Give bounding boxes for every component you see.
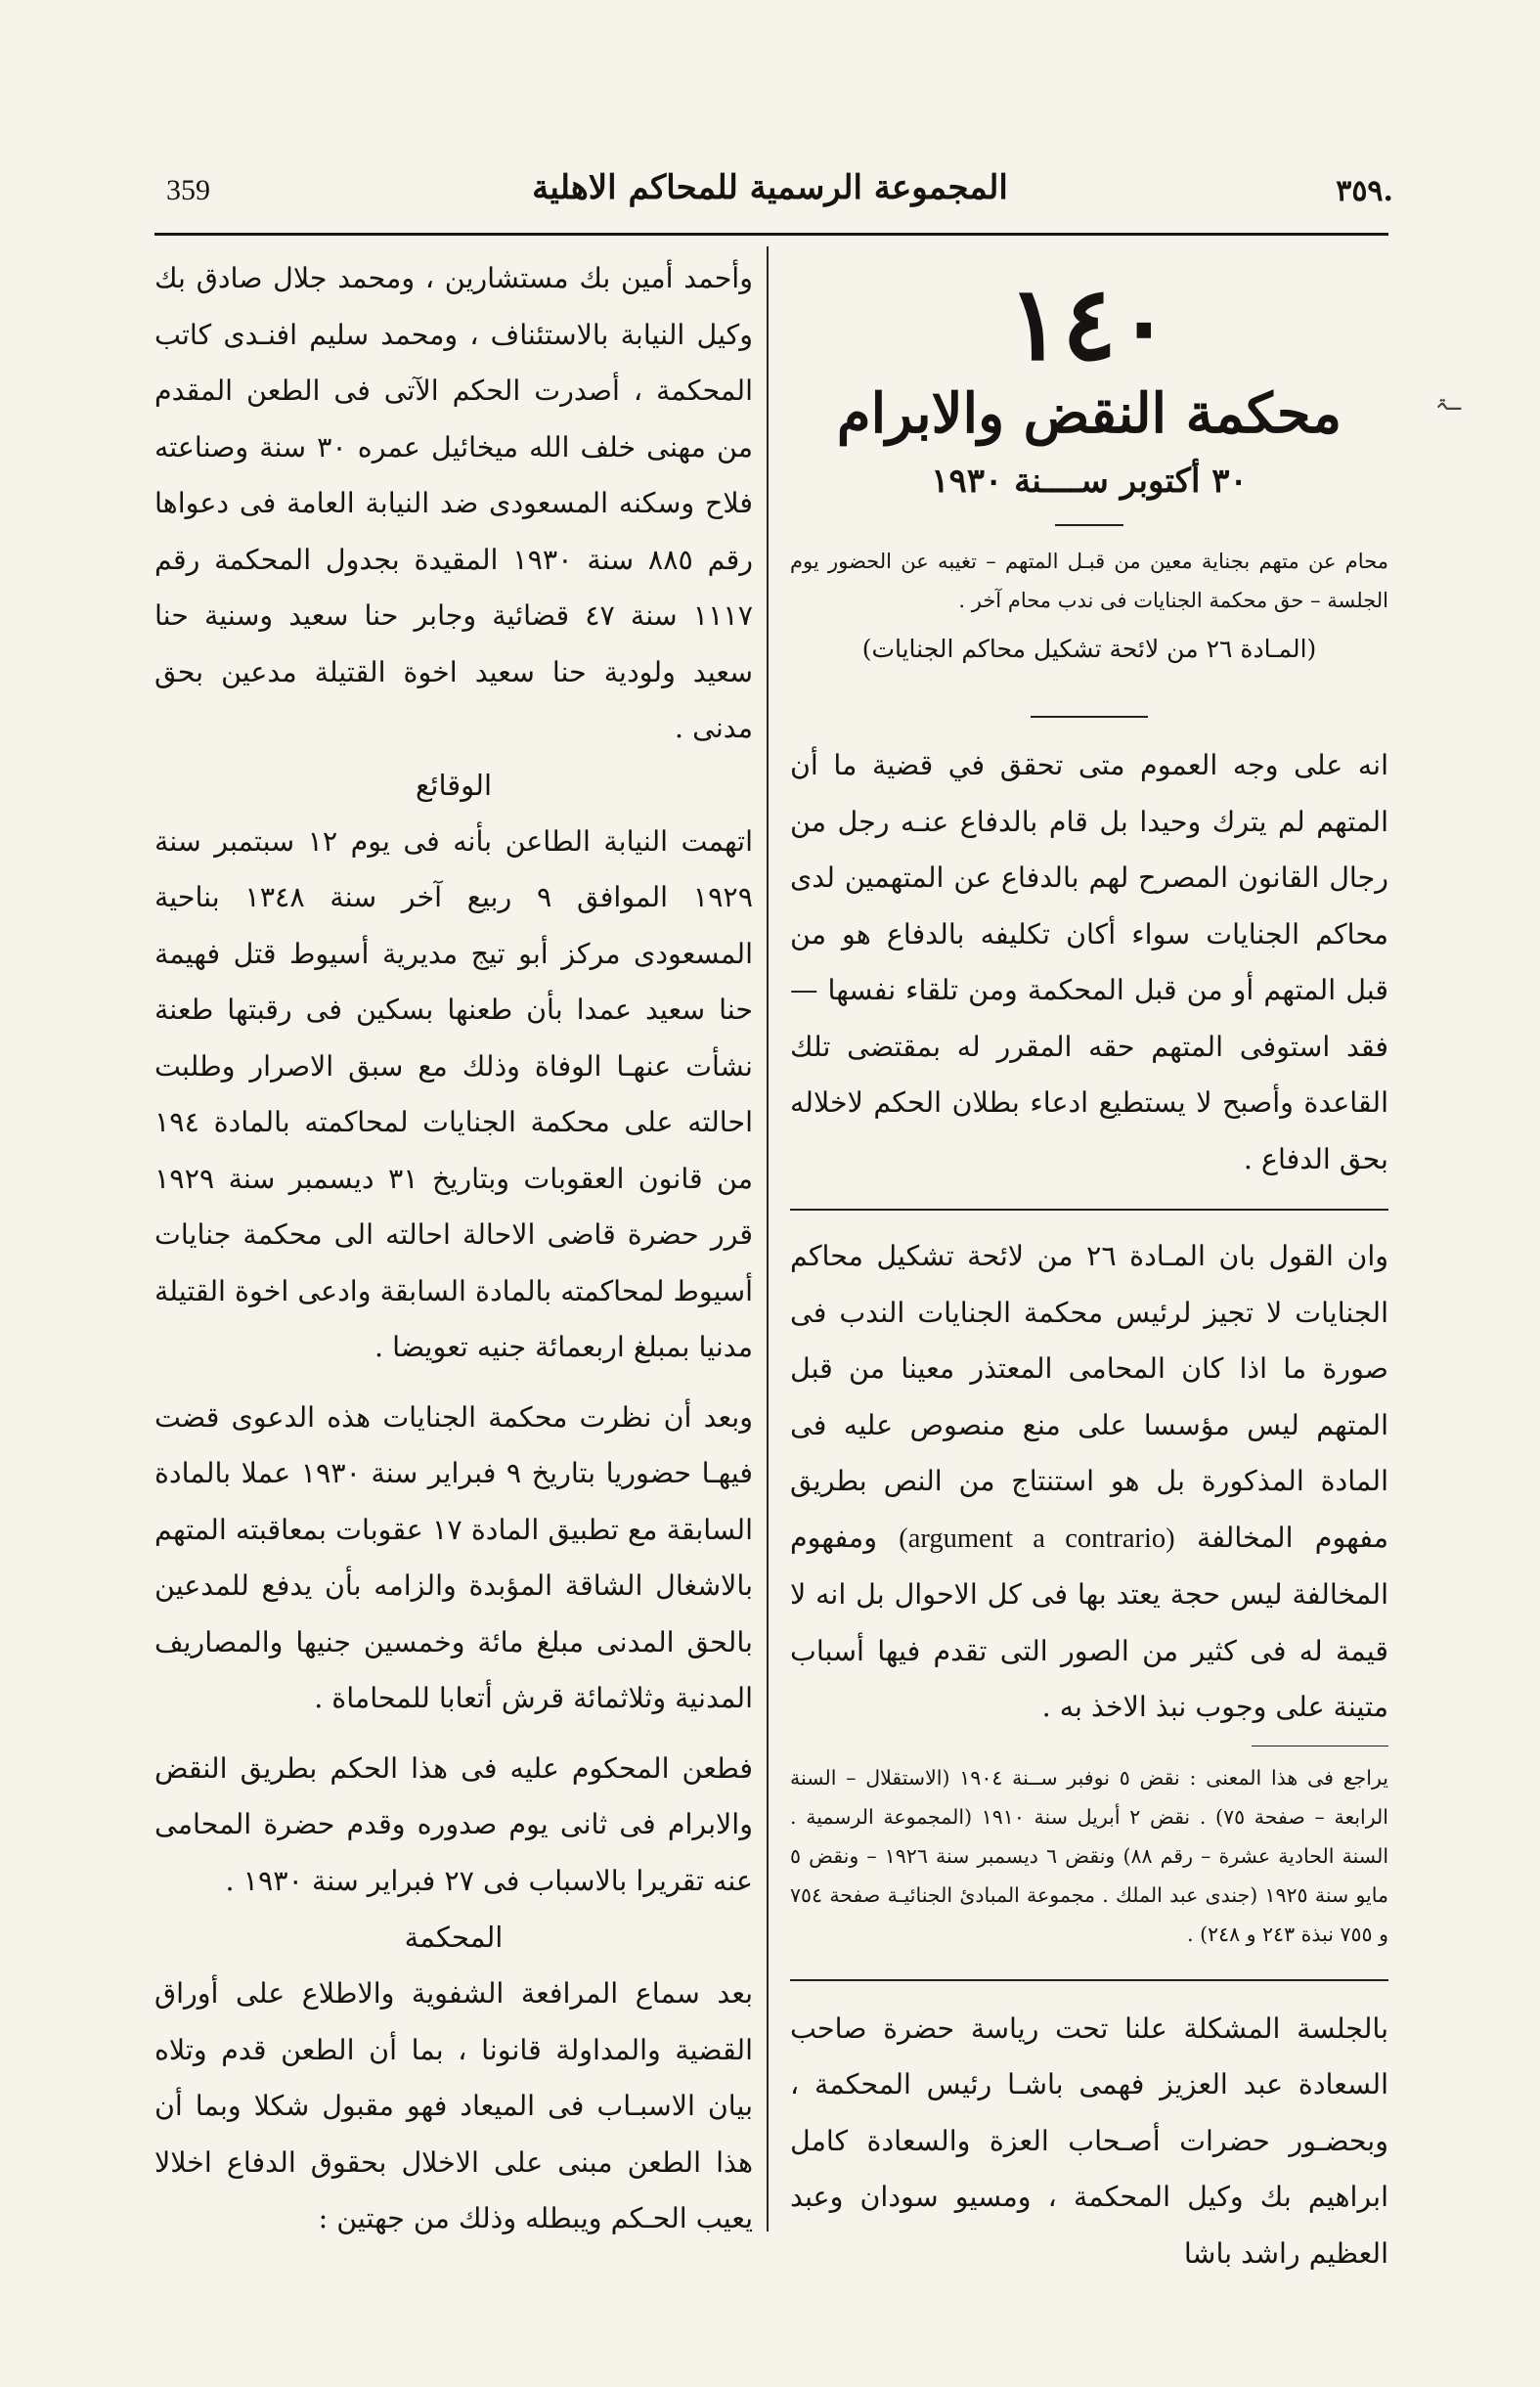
right-column <box>790 244 1388 2281</box>
case-number: ١٤٠ <box>1007 263 1171 383</box>
margin-mark: ـۃ <box>1435 391 1461 416</box>
principle-2-text: وان القول بان المـادة ٢٦ من لائحة تشكيل محاكم الجنايات لا تجيز لرئيس محكمة الجنايات الندب فى صورة ما اذا كان المحامى المعتذر معينا من قبل المتهم ليس مؤسسا على منع منصوص عليه فى المادة المذكورة بل هو استنتاج من النص بطريق مفهوم المخالفة <box>790 1240 1388 1554</box>
court-name: محكمة النقض والابرام <box>836 381 1342 446</box>
footnote-rule <box>1252 1746 1388 1747</box>
legal-principle-1: انه على وجه العموم متى تحقق في قضية ما أن المتهم لم يترك وحيدا بل قام بالدفاع عنـه رجل من رجال القانون المصرح لهم بالدفاع عن المتهمين لدى محاكم الجنايات سواء أكان تكليفه بالدفاع هو من قبل المتهم أو من قبل المحكمة ومن تلقاء نفسها — فقد استوفى المتهم حقه المقرر له بمقتضى تلك القاعدة وأصبح لا يستطيع ادعاء بطلان الحكم لاخلاله بحق الدفاع . <box>790 749 1388 1175</box>
facts-heading: الوقائع <box>415 768 493 802</box>
trial-judgment: وبعد أن نظرت محكمة الجنايات هذه الدعوى قضت فيهـا حضوريا بتاريخ ٩ فبراير سنة ١٩٣٠ عملا بالمادة السابقة مع تطبيق المادة ١٧ عقوبات بمعاقبته المتهم بالاشغال الشاقة المؤبدة والزامه بأن يدفع للمدعين بالحق المدنى مبلغ مائة وخمسين جنيها والمصاريف المدنية وثلاثمائة قرش أتعابا للمحاماة . <box>154 1400 753 1714</box>
divider <box>790 1979 1388 1981</box>
facts-text: اتهمت النيابة الطاعن بأنه فى يوم ١٢ سبتمبر سنة ١٩٢٩ الموافق ٩ ربيع آخر سنة ١٣٤٨ بناحية المسعودى مركز أبو تيج مديرية أسيوط قتل فهيمة حنا سعيد عمدا بأن طعنها بسكين فى رقبتها طعنة نشأت عنهـا الوفاة وذلك مع سبق الاصرار وطلبت احالته على محكمة الجنايات لمحاكمته بالمادة ١٩٤ من قانون العقوبات وبتاريخ ٣١ ديسمبر سنة ١٩٢٩ قرر حضرة قاضى الاحالة احالته الى محكمة جنايات أسيوط لمحاكمته بالمادة السابقة وادعى اخوة القتيلة مدنيا بمبلغ اربعمائة جنيه تعويضا . <box>154 824 754 1363</box>
page-number-latin: 359 <box>166 174 210 206</box>
session-composition-cont: وأحمد أمين بك مستشارين ، ومحمد جلال صادق بك وكيل النيابة بالاستئناف ، ومحمد سليم افنـدى كاتب المحكمة ، أصدرت الحكم الآتى فى الطعن المقدم من مهنى خلف الله ميخائيل عمره ٣٠ سنة وصناعته فلاح وسكنه المسعودى ضد النيابة العامة فى دعواها رقم ٨٨٥ سنة ١٩٣٠ المقيدة بجدول المحكمة رقم ١١١٧ سنة ٤٧ قضائية وجابر حنا سعيد وسنية حنا سعيد ولودية حنا سعيد اخوة القتيلة مدعين بحق مدنى . <box>154 262 754 744</box>
page-header <box>147 164 1393 233</box>
page-number-arabic: ٣٥٩. <box>1336 174 1393 208</box>
latin-term: (argument a contrario) <box>899 1523 1175 1554</box>
divider <box>1055 524 1123 526</box>
court-reasoning: بعد سماع المرافعة الشفوية والاطلاع على أوراق القضية والمداولة قانونا ، بما أن الطعن قدم وتلاه بيان الاسبـاب فى الميعاد فهو مقبول شكلا وبما أن هذا الطعن مبنى على الاخلال بحقوق الدفاع اخلالا يعيب الحـكم ويبطله وذلك من جهتين : <box>154 1977 753 2234</box>
case-references: يراجع فى هذا المعنى : نقض ٥ نوفبر ســنة ١٩٠٤ (الاستقلال – السنة الرابعة – صفحة ٧٥) . نقض ٢ أبريل سنة ١٩١٠ (المجموعة الرسمية . السنة الحادية عشرة – رقم ٨٨) ونقض ٦ ديسمبر سنة ١٩٢٦ – ونقض ٥ مايو سنة ١٩٢٥ (جندى عبد الملك . مجموعة المبادئ الجنائيـة صفحة ٧٥٤ و ٧٥٥ نبذة ٢٤٣ و ٢٤٨) . <box>790 1766 1389 1946</box>
legal-principle-2 <box>790 1228 1388 1736</box>
divider <box>790 1209 1388 1211</box>
session-composition: بالجلسة المشكلة علنا تحت رياسة حضرة صاحب السعادة عبد العزيز فهمى باشـا رئيس المحكمة ، وبحضـور حضرات أصـحاب العزة والسعادة كامل ابراهيم بك وكيل المحكمة ، ومسيو سودان وعبد العظيم راشد باشا <box>790 2011 1388 2270</box>
divider <box>1031 716 1148 718</box>
article-reference: (المـادة ٢٦ من لائحة تشكيل محاكم الجنايات) <box>861 635 1317 663</box>
principle-2-text-cont: ومفهوم المخالفة ليس حجة يعتد بها فى كل الاحوال بل انه لا قيمة له فى كثير من الصور التى تقدم فيها أسباب متينة على وجوب نبذ الاخذ به . <box>790 1521 1388 1723</box>
column-divider <box>767 246 769 2232</box>
header-rule <box>154 233 1388 236</box>
case-date: ٣٠ أكتوبر ســــنة ١٩٣٠ <box>931 462 1248 501</box>
headnote: محام عن متهم بجناية معين من قبـل المتهم – تغيبه عن الحضور يوم الجلسة – حق محكمة الجنايات فى ندب محام آخر . <box>790 550 1388 612</box>
appeal-text: فطعن المحكوم عليه فى هذا الحكم بطريق النقض والابرام فى ثانى يوم صدوره وقدم حضرة المحامى عنه تقريرا بالاسباب فى ٢٧ فبراير سنة ١٩٣٠ . <box>154 1751 753 1897</box>
court-heading: المحكمة <box>404 1921 504 1954</box>
left-column <box>154 250 753 2247</box>
journal-title: المجموعة الرسمية للمحاكم الاهلية <box>532 168 1008 207</box>
